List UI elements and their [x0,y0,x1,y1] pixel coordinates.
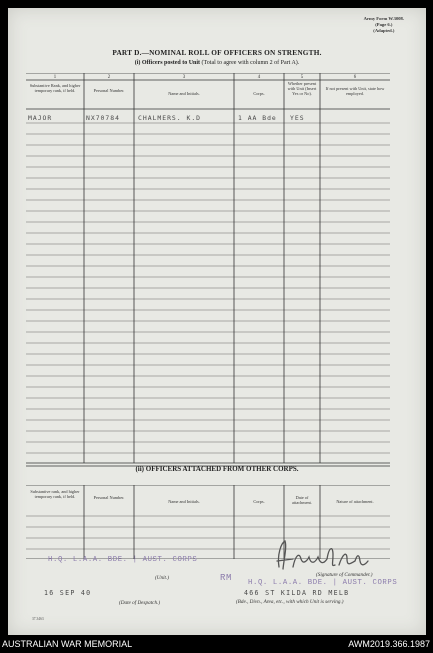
unit-caption: (Unit.) [155,575,169,581]
col2-header-rank: Substantive rank, and higher temporary rank, if held. [30,489,80,499]
form-reference-number: Army Form W.3008. [363,16,404,21]
col2-header-corps: Corps. [253,499,265,504]
col-header-personal-number: Personal Number. [93,88,125,93]
col-number-2: 2 [107,75,111,80]
footer-bar [0,635,433,653]
commander-signature-icon [263,537,388,575]
row-1-name: CHALMERS. K.D [138,114,202,122]
officers-on-strength-table [26,73,390,468]
col-header-name: Name and Initials. [168,91,200,96]
footer-institution: AUSTRALIAN WAR MEMORIAL [2,639,133,649]
print-code: 37.3463 [32,617,44,621]
row-1-rank: MAJOR [28,114,53,122]
col2-header-personal-number: Personal Number. [93,495,125,500]
row-1-present: YES [290,114,305,122]
col-header-employed: If not present with Unit, state how employed. [325,86,385,96]
part-d-subtitle-bold: (i) Officers posted to Unit [134,60,201,66]
col2-header-nature-attachment: Nature of attachment. [336,499,374,504]
form-reference-adapted: (Adapted.) [373,28,395,33]
officers-attached-title: (ii) OFFICERS ATTACHED FROM OTHER CORPS. [135,465,299,473]
col-header-present: Whether present with Unit (Insert Yes or No). [287,81,317,96]
col-number-1: 1 [53,75,57,80]
col-header-rank: Substantive Rank, and higher temporary rank, if held. [29,83,81,93]
part-d-title: PART D.—NOMINAL ROLL OF OFFICERS ON STRENGTH. [112,48,322,57]
form-reference [364,16,404,34]
form-reference-page: (Page 6.) [375,22,393,27]
col2-header-name: Name and Initials. [168,499,200,504]
col-number-5: 5 [300,75,304,80]
unit-stamp: H.Q. L.A.A. BDE. | AUST. CORPS [48,556,198,564]
col-header-corps: Corps. [253,91,265,96]
despatch-date: 16 SEP 40 [44,589,92,597]
col-number-6: 6 [353,75,357,80]
row-1-personal-number: NX70784 [86,114,120,122]
location-handwritten: 466 ST KILDA RD MELB [244,589,350,597]
part-d-subtitle [8,60,426,66]
despatch-caption: (Date of Despatch.) [119,600,161,606]
footer-accession-number: AWM2019.366.1987 [348,639,430,649]
brigade-stamp: H.Q. L.A.A. BDE. | AUST. CORPS [248,579,398,587]
col-number-4: 4 [257,75,261,80]
col2-header-date-attachment: Date of attachment. [292,495,312,505]
part-d-subtitle-rest: (Total to agree with column 2 of Part A). [201,60,300,66]
location-caption: (Bde., Divn., Area, etc., with which Unit is serving.) [236,599,344,605]
col-number-3: 3 [182,75,186,80]
form-sheet [8,8,426,635]
stamp-initials: RM [220,573,233,583]
signature-caption: (Signature of Commander.) [316,572,373,578]
row-1-corps: 1 AA Bde [238,114,277,122]
